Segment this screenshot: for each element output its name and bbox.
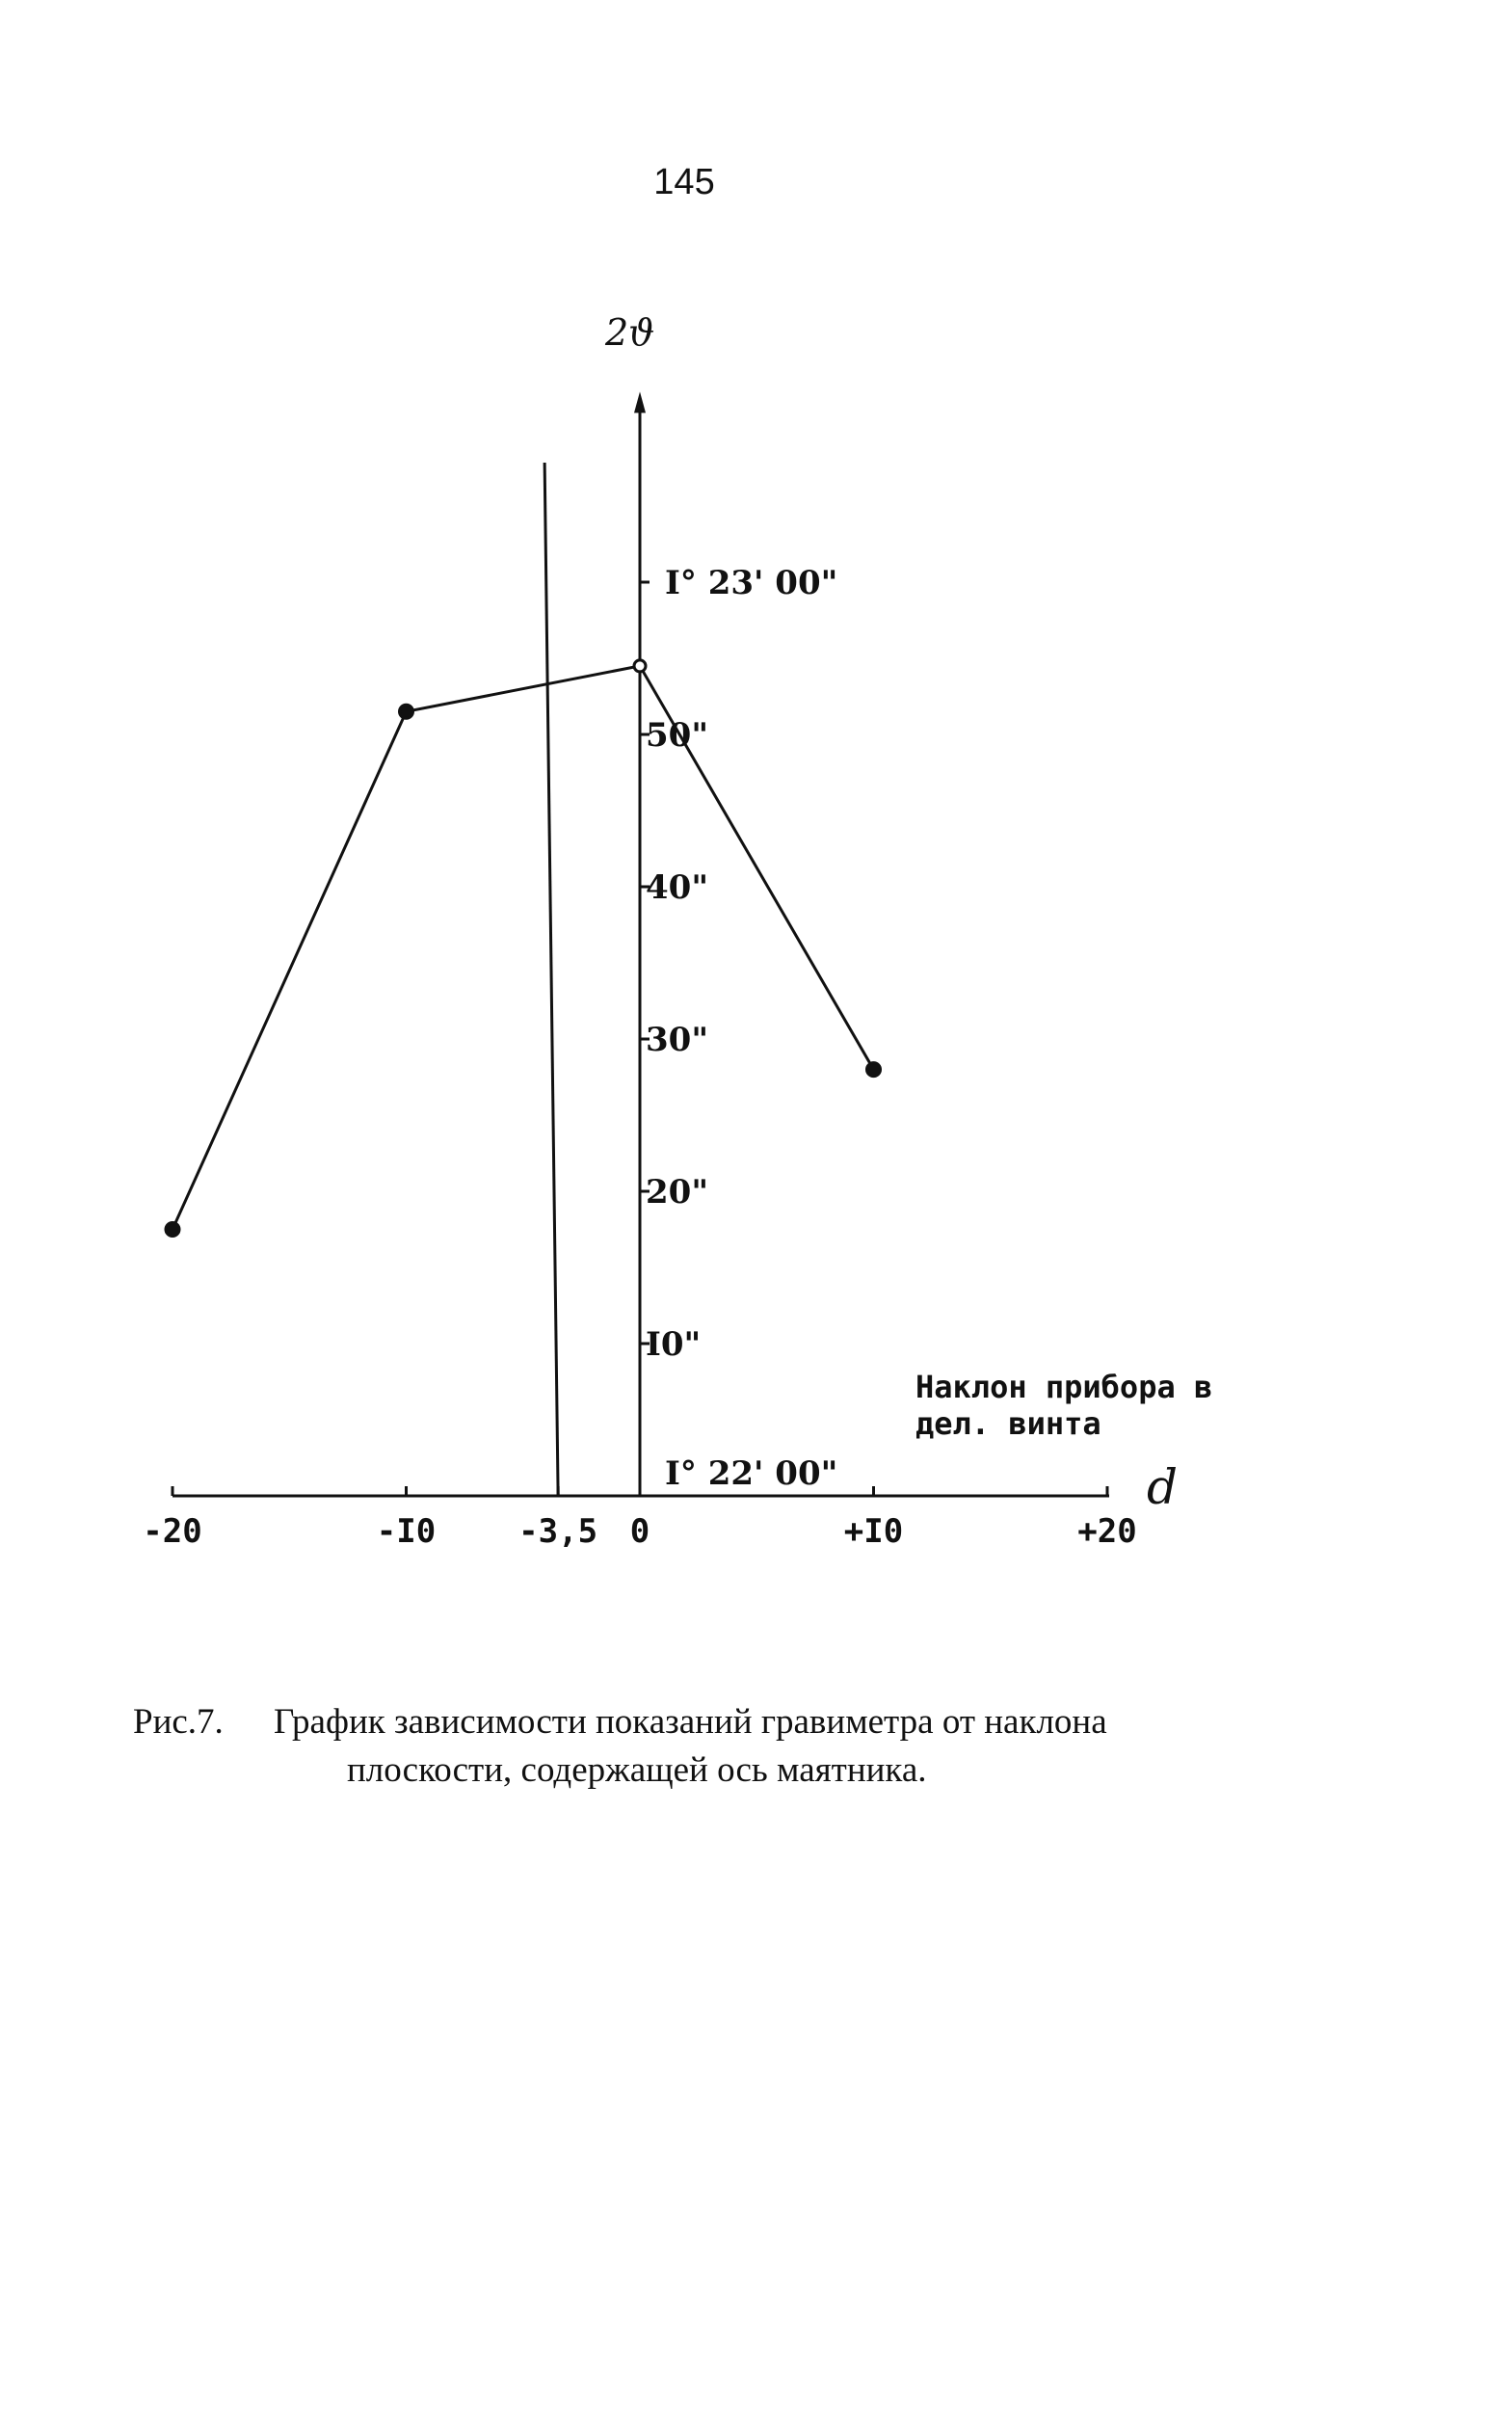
y-tick-label-2: 20" bbox=[646, 1173, 709, 1212]
vertical-reference-line-group bbox=[544, 463, 558, 1496]
y-tick-label-6: I° 23' 00" bbox=[665, 564, 838, 602]
y-tick-label-3: 30" bbox=[646, 1021, 709, 1059]
x-tick-label-5: +20 bbox=[1077, 1512, 1137, 1551]
y-tick-label-1: I0" bbox=[646, 1325, 702, 1364]
caption-line-2: плоскости, содержащей ось маятника. bbox=[347, 1750, 927, 1790]
x-tick-label-3: 0 bbox=[629, 1512, 650, 1551]
x-tick-label-0: -20 bbox=[143, 1512, 202, 1551]
annotation-line-2: дел. винта bbox=[915, 1405, 1101, 1442]
series-line-0 bbox=[172, 666, 874, 1230]
y-axis-arrow bbox=[634, 391, 646, 413]
data-point-0-0 bbox=[166, 1223, 179, 1237]
y-tick-label-0: I° 22' 00" bbox=[665, 1454, 838, 1493]
x-axis-title: d bbox=[1147, 1459, 1179, 1515]
data-point-0-3 bbox=[867, 1063, 881, 1077]
x-tick-label-4: +I0 bbox=[843, 1512, 904, 1551]
data-point-0-2 bbox=[634, 660, 646, 672]
annotation-line-1: Наклон прибора в bbox=[915, 1369, 1213, 1405]
data-point-0-1 bbox=[400, 705, 413, 718]
axes bbox=[172, 391, 1109, 1496]
figure-caption bbox=[133, 1698, 1386, 1795]
y-axis-title: 2ϑ bbox=[605, 311, 655, 354]
x-tick-label-1: -I0 bbox=[376, 1512, 437, 1551]
vertical-reference-line bbox=[544, 463, 558, 1496]
y-tick-label-5: 50" bbox=[646, 716, 709, 755]
page-number: 145 bbox=[653, 162, 715, 202]
caption-line-1: График зависимости показаний гравиметра от наклона bbox=[274, 1702, 1107, 1742]
caption-label: Рис.7. bbox=[133, 1702, 224, 1742]
x-tick-label-2: -3,5 bbox=[518, 1512, 598, 1551]
series-group bbox=[166, 660, 881, 1237]
y-tick-label-4: 40" bbox=[646, 868, 709, 907]
